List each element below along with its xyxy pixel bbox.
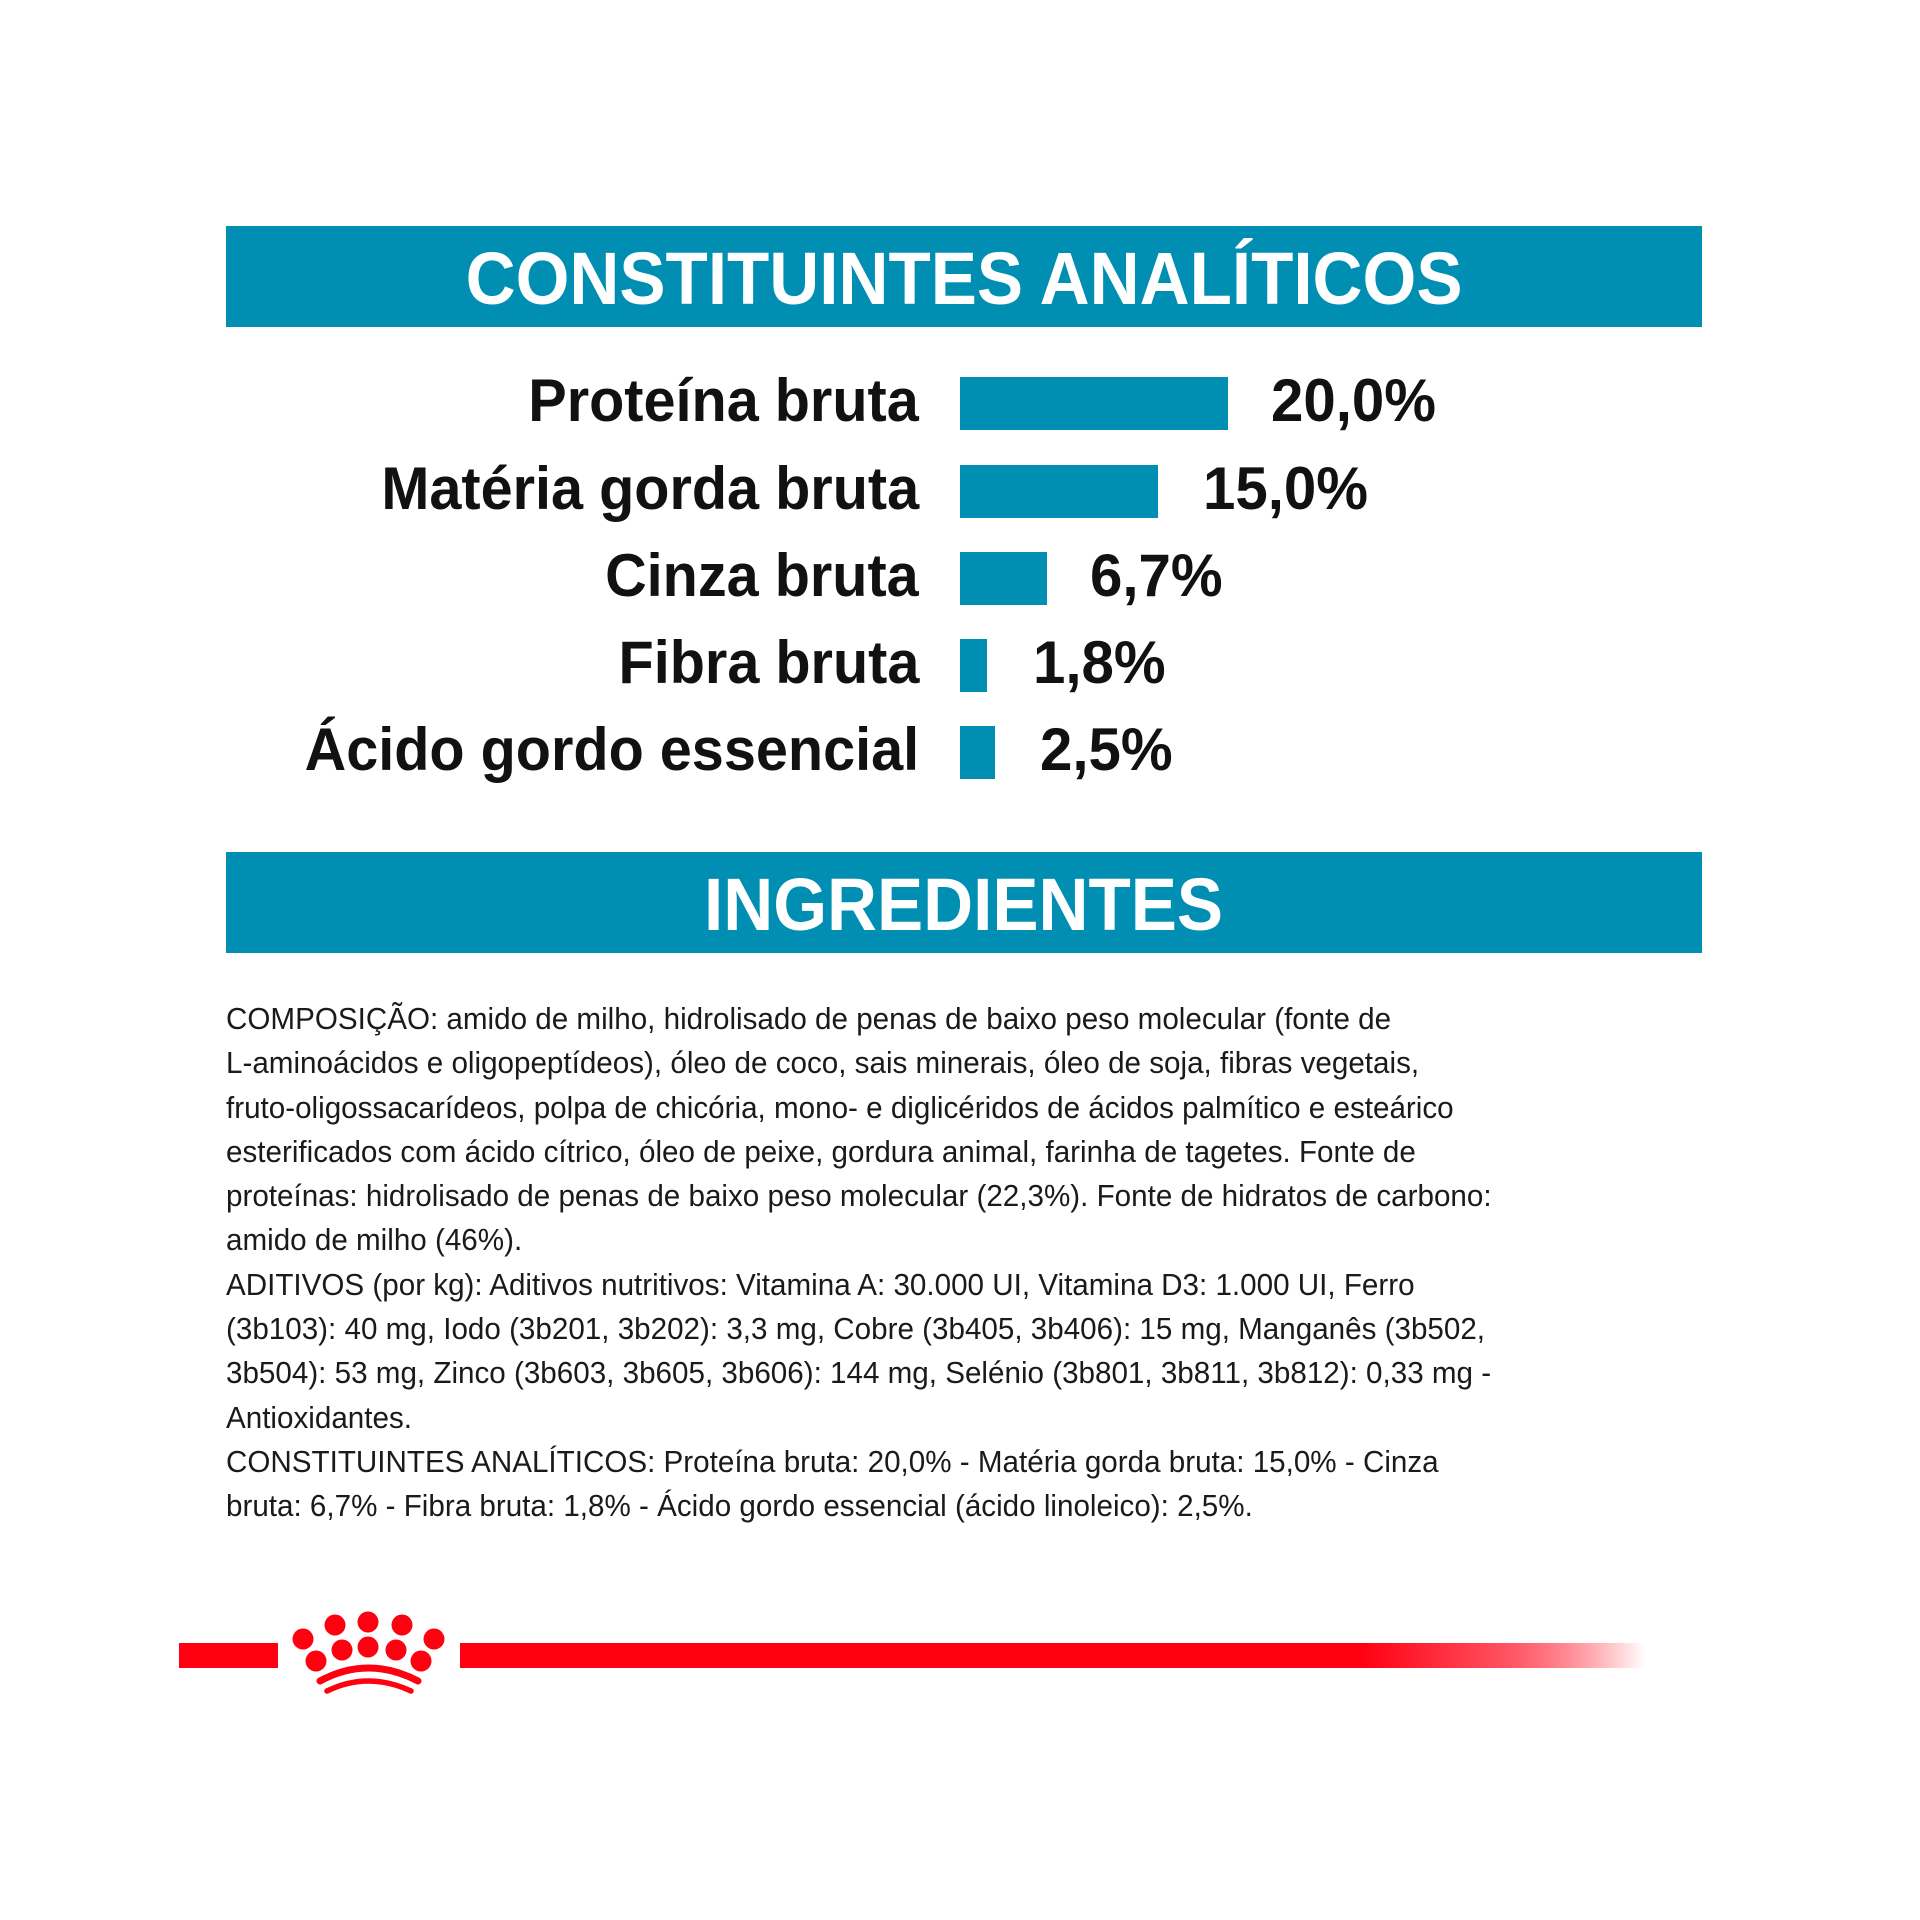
row-value: 15,0%: [1203, 455, 1369, 522]
bar: [960, 552, 1047, 605]
row-value: 2,5%: [1040, 716, 1173, 783]
ingredients-header: [226, 852, 1702, 953]
chart-row-essential-fatty-acid: [0, 716, 1920, 783]
row-label: Proteína bruta: [528, 367, 919, 434]
row-value: 6,7%: [1090, 542, 1223, 609]
ingredients-line: COMPOSIÇÃO: amido de milho, hidrolisado de penas de baixo peso molecular (fonte de: [226, 1001, 1392, 1036]
ingredients-line: fruto-oligossacarídeos, polpa de chicória, mono- e diglicéridos de ácidos palmítico e esteárico: [226, 1089, 1454, 1125]
ingredients-line: L-aminoácidos e oligopeptídeos), óleo de coco, sais minerais, óleo de soja, fibras vegetais,: [226, 1045, 1420, 1081]
bar: [960, 726, 995, 779]
row-label: Ácido gordo essencial: [304, 716, 919, 783]
analytical-constituents-header: [226, 226, 1702, 327]
ingredients-line: esterificados com ácido cítrico, óleo de peixe, gordura animal, farinha de tagetes. Fonte de: [226, 1133, 1416, 1169]
royal-canin-crown-icon: [293, 1612, 445, 1692]
bar: [960, 377, 1228, 430]
bar: [960, 639, 987, 692]
analytical-constituents-title: CONSTITUINTES ANALÍTICOS: [465, 236, 1463, 320]
ingredients-line: amido de milho (46%).: [226, 1222, 523, 1258]
additives-line: Antioxidantes.: [226, 1399, 412, 1435]
chart-row-protein: [0, 367, 1920, 434]
constituents-line: bruta: 6,7% - Fibra bruta: 1,8% - Ácido gordo essencial (ácido linoleico): 2,5%.: [226, 1488, 1253, 1524]
row-value: 20,0%: [1271, 367, 1437, 434]
chart-row-fibre: [0, 629, 1920, 696]
additives-line: ADITIVOS (por kg): Aditivos nutritivos: Vitamina A: 30.000 UI, Vitamina D3: 1.000 UI, Ferro: [226, 1266, 1415, 1302]
red-rule-right: [460, 1643, 1645, 1668]
row-label: Matéria gorda bruta: [381, 455, 919, 522]
row-label: Cinza bruta: [605, 542, 919, 609]
chart-row-ash: [0, 542, 1920, 609]
ingredients-title: INGREDIENTES: [704, 862, 1224, 946]
bar: [960, 465, 1158, 518]
constituents-line: CONSTITUINTES ANALÍTICOS: Proteína bruta: 20,0% - Matéria gorda bruta: 15,0% - Cinza: [226, 1443, 1439, 1479]
additives-line: (3b103): 40 mg, Iodo (3b201, 3b202): 3,3 mg, Cobre (3b405, 3b406): 15 mg, Manganês (3b502,: [226, 1311, 1486, 1347]
red-rule-left: [179, 1643, 278, 1668]
additives-line: 3b504): 53 mg, Zinco (3b603, 3b605, 3b606): 144 mg, Selénio (3b801, 3b811, 3b812): 0,33 mg -: [226, 1355, 1492, 1391]
row-value: 1,8%: [1033, 629, 1166, 696]
chart-row-fat: [0, 455, 1920, 522]
row-label: Fibra bruta: [618, 629, 919, 696]
ingredients-text: [226, 997, 1706, 1529]
ingredients-line: proteínas: hidrolisado de penas de baixo peso molecular (22,3%). Fonte de hidratos de carbono:: [226, 1178, 1492, 1214]
